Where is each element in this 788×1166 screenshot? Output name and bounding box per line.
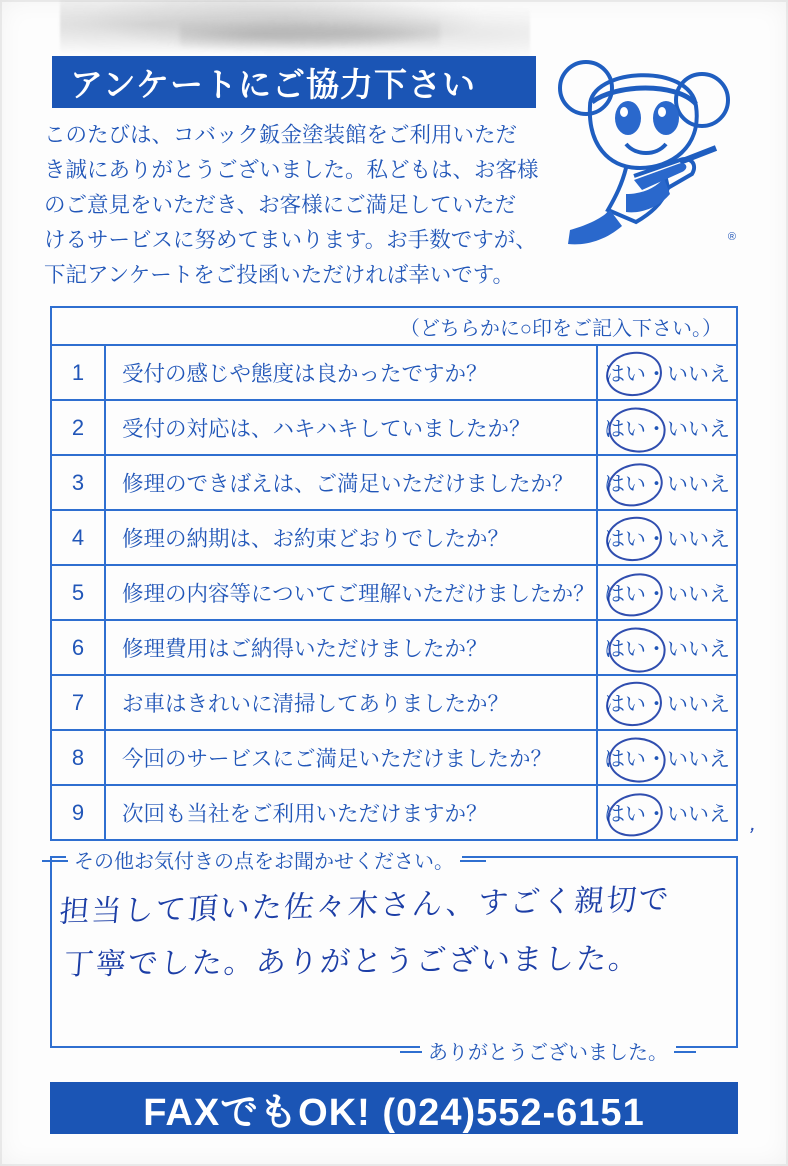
answer-options: はい・いいえ — [604, 362, 730, 386]
thanks-label: ありがとうございました。 — [420, 1036, 676, 1065]
answer-options: はい・いいえ — [604, 527, 730, 551]
answer-cell[interactable] — [596, 346, 736, 399]
answer-cell[interactable] — [596, 511, 736, 564]
answer-cell[interactable] — [596, 621, 736, 674]
table-row — [52, 566, 736, 621]
question-text: 修理費用はご納得いただけましたか？ — [122, 637, 488, 661]
question-number: 4 — [52, 511, 106, 564]
paper-smudge-secondary — [180, 18, 440, 52]
table-row — [52, 511, 736, 566]
mascot-icon — [530, 44, 760, 259]
question-number: 3 — [52, 456, 106, 509]
survey-table — [50, 306, 738, 841]
intro-line-2: き誠にありがとうございました。私どもは、お客様 — [44, 158, 539, 182]
question-number: 6 — [52, 621, 106, 674]
answer-options: はい・いいえ — [604, 417, 730, 441]
answer-options: はい・いいえ — [604, 637, 730, 661]
intro-paragraph — [44, 118, 544, 293]
table-row — [52, 401, 736, 456]
answer-options: はい・いいえ — [604, 582, 730, 606]
handwritten-comment — [57, 878, 720, 990]
table-row — [52, 621, 736, 676]
handwritten-circle-mark — [603, 788, 667, 842]
handwritten-circle-mark — [603, 513, 665, 564]
intro-line-1: このたびは、コバック鈑金塗装館をご利用いただ — [44, 123, 518, 147]
answer-cell[interactable] — [596, 566, 736, 619]
table-row — [52, 676, 736, 731]
question-number: 9 — [52, 786, 106, 839]
comment-section-label: その他お気付きの点をお聞かせください。 — [66, 845, 462, 874]
survey-instruction-row — [52, 308, 736, 346]
answer-cell[interactable] — [596, 456, 736, 509]
question-text: お車はきれいに清掃してありましたか？ — [122, 692, 510, 716]
answer-options: はい・いいえ — [604, 747, 730, 771]
handwritten-circle-mark — [603, 678, 665, 729]
survey-instruction: （どちらかに○印をご記入下さい。） — [399, 317, 722, 340]
question-text: 修理のできばえは、ご満足いただけましたか？ — [122, 472, 574, 496]
question-number: 1 — [52, 346, 106, 399]
fax-banner — [50, 1082, 738, 1134]
question-number: 2 — [52, 401, 106, 454]
stray-pen-mark: , — [747, 810, 761, 836]
question-number: 7 — [52, 676, 106, 729]
question-number: 8 — [52, 731, 106, 784]
trademark-symbol: ® — [727, 231, 736, 243]
question-text: 修理の内容等についてご理解いただけましたか？ — [122, 582, 595, 606]
handwritten-circle-mark — [603, 348, 665, 399]
answer-cell[interactable] — [596, 676, 736, 729]
table-row — [52, 731, 736, 786]
answer-cell[interactable] — [596, 401, 736, 454]
question-text: 今回のサービスにご満足いただけましたか？ — [122, 747, 553, 771]
intro-line-5: 下記アンケートをご投函いただければ幸いです。 — [44, 263, 514, 287]
paper-smudge — [60, 0, 530, 60]
question-text: 次回も当社をご利用いただけますか？ — [122, 802, 488, 826]
mascot-illustration — [530, 44, 760, 259]
answer-options: はい・いいえ — [604, 692, 730, 716]
handwritten-circle-mark — [603, 458, 667, 512]
intro-line-4: けるサービスに努めてまいります。お手数ですが、 — [44, 228, 537, 252]
answer-cell[interactable] — [596, 731, 736, 784]
question-text: 受付の対応は、ハキハキしていましたか？ — [122, 417, 531, 441]
fax-number: FAXでもOK! (024)552-6151 — [143, 1091, 645, 1134]
handwritten-line-1: 担当して頂いた佐々木さん、すごく親切で — [57, 882, 672, 930]
question-text: 受付の感じや態度は良かったですか？ — [122, 362, 488, 386]
question-number: 5 — [52, 566, 106, 619]
answer-options: はい・いいえ — [604, 802, 730, 826]
title-banner — [52, 56, 536, 108]
page-title: アンケートにご協力下さい — [70, 65, 477, 103]
answer-cell[interactable] — [596, 786, 736, 839]
handwritten-line-2: 丁寧でした。ありがとうございました。 — [62, 941, 642, 983]
handwritten-circle-mark — [603, 568, 667, 622]
answer-options: はい・いいえ — [604, 472, 730, 496]
table-row — [52, 786, 736, 839]
table-row — [52, 456, 736, 511]
question-text: 修理の納期は、お約束どおりでしたか？ — [122, 527, 510, 551]
intro-line-3: のご意見をいただき、お客様にご満足していただ — [44, 193, 517, 217]
table-row — [52, 346, 736, 401]
